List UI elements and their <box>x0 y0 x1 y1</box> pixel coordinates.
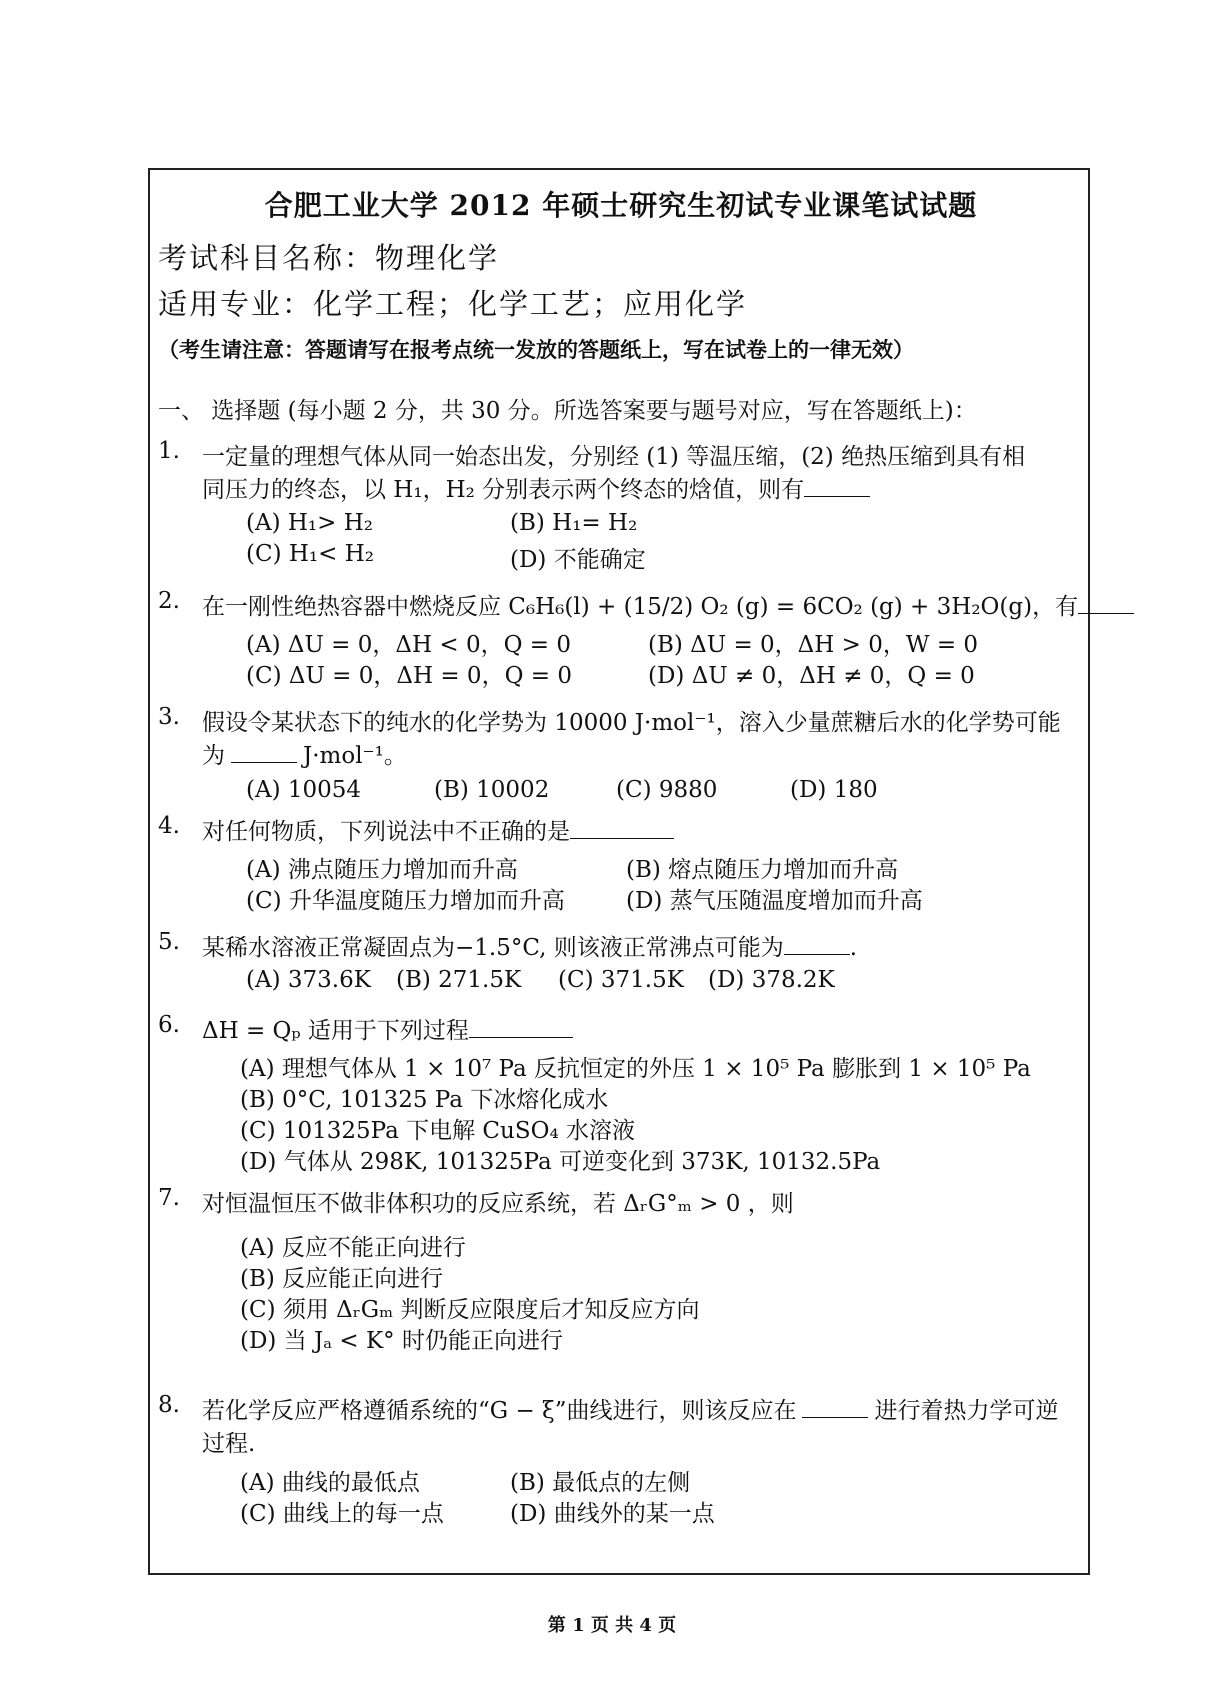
answer-blank <box>1078 595 1134 614</box>
question-2 <box>150 588 1090 688</box>
option-a: (A) 反应不能正向进行 <box>240 1235 466 1261</box>
option-c: (C) 371.5K <box>558 967 684 993</box>
option-a: (A) 10054 <box>246 777 362 803</box>
exam-title: 合肥工业大学 2012 年硕士研究生初试专业课笔试试题 <box>264 189 978 222</box>
question-7 <box>150 1185 1090 1355</box>
exam-subject: 考试科目名称：物理化学 <box>158 241 500 275</box>
section-heading: 一、 选择题 (每小题 2 分，共 30 分。所选答案要与题号对应，写在答题纸上)： <box>158 398 977 424</box>
option-c: (C) 升华温度随压力增加而升高 <box>246 888 565 914</box>
answer-blank <box>469 1019 573 1038</box>
question-number: 1. <box>158 438 180 464</box>
option-a: (A) 理想气体从 1 × 10⁷ Pa 反抗恒定的外压 1 × 10⁵ Pa 膨胀到 1 × 10⁵ Pa <box>240 1056 1031 1082</box>
option-c: (C) 曲线上的每一点 <box>240 1501 444 1527</box>
question-stem: 某稀水溶液正常凝固点为−1.5°C, 则该液正常沸点可能为 . <box>202 935 858 961</box>
option-d: (D) 当 Jₐ < K° 时仍能正向进行 <box>240 1328 563 1354</box>
answer-blank <box>570 820 674 839</box>
option-a: (A) 373.6K <box>246 967 371 993</box>
exam-sheet <box>148 168 1090 1575</box>
question-stem: 假设令某状态下的纯水的化学势为 10000 J·mol⁻¹，溶入少量蔗糖后水的化学势可能 <box>202 710 1061 736</box>
option-b: (B) 0°C, 101325 Pa 下冰熔化成水 <box>240 1087 609 1113</box>
question-stem-line2: 同压力的终态，以 H₁，H₂ 分别表示两个终态的焓值，则有 <box>202 471 870 504</box>
option-d: (D) 气体从 298K, 101325Pa 可逆变化到 373K, 10132.5Pa <box>240 1149 881 1175</box>
question-stem-line2: 过程. <box>202 1431 256 1457</box>
page-number: 第 1 页 共 4 页 <box>547 1615 677 1636</box>
option-c: (C) 101325Pa 下电解 CuSO₄ 水溶液 <box>240 1118 635 1144</box>
question-number: 3. <box>158 704 180 730</box>
question-number: 2. <box>158 588 180 614</box>
question-number: 7. <box>158 1185 180 1211</box>
option-d: (D) 曲线外的某一点 <box>510 1501 715 1527</box>
answer-blank <box>784 936 850 955</box>
option-b: (B) H₁= H₂ <box>510 510 638 536</box>
question-stem: 在一刚性绝热容器中燃烧反应 C₆H₆(l) + (15/2) O₂ (g) = 6CO₂ (g) + 3H₂O(g)，有 <box>202 588 1134 621</box>
answer-blank <box>231 744 297 763</box>
question-number: 6. <box>158 1012 180 1038</box>
question-4 <box>150 813 1090 913</box>
option-c: (C) H₁< H₂ <box>246 541 374 567</box>
option-d: (D) 378.2K <box>708 967 835 993</box>
candidate-notice: （考生请注意：答题请写在报考点统一发放的答题纸上，写在试卷上的一律无效） <box>158 337 914 362</box>
option-b: (B) 反应能正向进行 <box>240 1266 444 1292</box>
option-b: (B) 熔点随压力增加而升高 <box>626 857 899 883</box>
question-6 <box>150 1012 1090 1175</box>
option-b: (B) 10002 <box>434 777 550 803</box>
option-c: (C) 须用 ΔᵣGₘ 判断反应限度后才知反应方向 <box>240 1297 700 1323</box>
option-c: (C) ΔU = 0，ΔH = 0，Q = 0 <box>246 663 572 689</box>
option-b: (B) ΔU = 0，ΔH > 0，W = 0 <box>648 632 979 658</box>
question-3 <box>150 704 1090 804</box>
question-number: 8. <box>158 1392 180 1418</box>
question-stem: 若化学反应严格遵循系统的“G − ξ”曲线进行，则该反应在 进行着热力学可逆 <box>202 1398 1059 1424</box>
question-stem-line2: 为 J·mol⁻¹。 <box>202 743 407 769</box>
question-stem: 对任何物质，下列说法中不正确的是 <box>202 813 674 846</box>
applicable-majors: 适用专业：化学工程；化学工艺；应用化学 <box>158 287 748 321</box>
question-stem: 对恒温恒压不做非体积功的反应系统，若 ΔᵣG°ₘ > 0 ，则 <box>202 1191 794 1217</box>
question-stem: ΔH = Qₚ 适用于下列过程 <box>202 1012 573 1045</box>
option-a: (A) ΔU = 0，ΔH < 0，Q = 0 <box>246 632 571 658</box>
option-d: (D) 蒸气压随温度增加而升高 <box>626 888 923 914</box>
option-a: (A) 沸点随压力增加而升高 <box>246 857 518 883</box>
answer-blank <box>804 478 870 497</box>
option-d: (D) 不能确定 <box>510 547 646 573</box>
question-1 <box>150 438 1090 573</box>
question-stem: 一定量的理想气体从同一始态出发，分别经 (1) 等温压缩，(2) 绝热压缩到具有相 <box>202 444 1026 470</box>
question-number: 5. <box>158 929 180 955</box>
option-a: (A) H₁> H₂ <box>246 510 374 536</box>
question-8 <box>150 1392 1090 1532</box>
option-b: (B) 271.5K <box>396 967 522 993</box>
question-number: 4. <box>158 813 180 839</box>
question-5 <box>150 929 1090 1009</box>
answer-blank <box>802 1399 868 1418</box>
option-d: (D) 180 <box>790 777 878 803</box>
option-b: (B) 最低点的左侧 <box>510 1470 691 1496</box>
option-c: (C) 9880 <box>616 777 718 803</box>
option-a: (A) 曲线的最低点 <box>240 1470 420 1496</box>
option-d: (D) ΔU ≠ 0，ΔH ≠ 0，Q = 0 <box>648 663 975 689</box>
